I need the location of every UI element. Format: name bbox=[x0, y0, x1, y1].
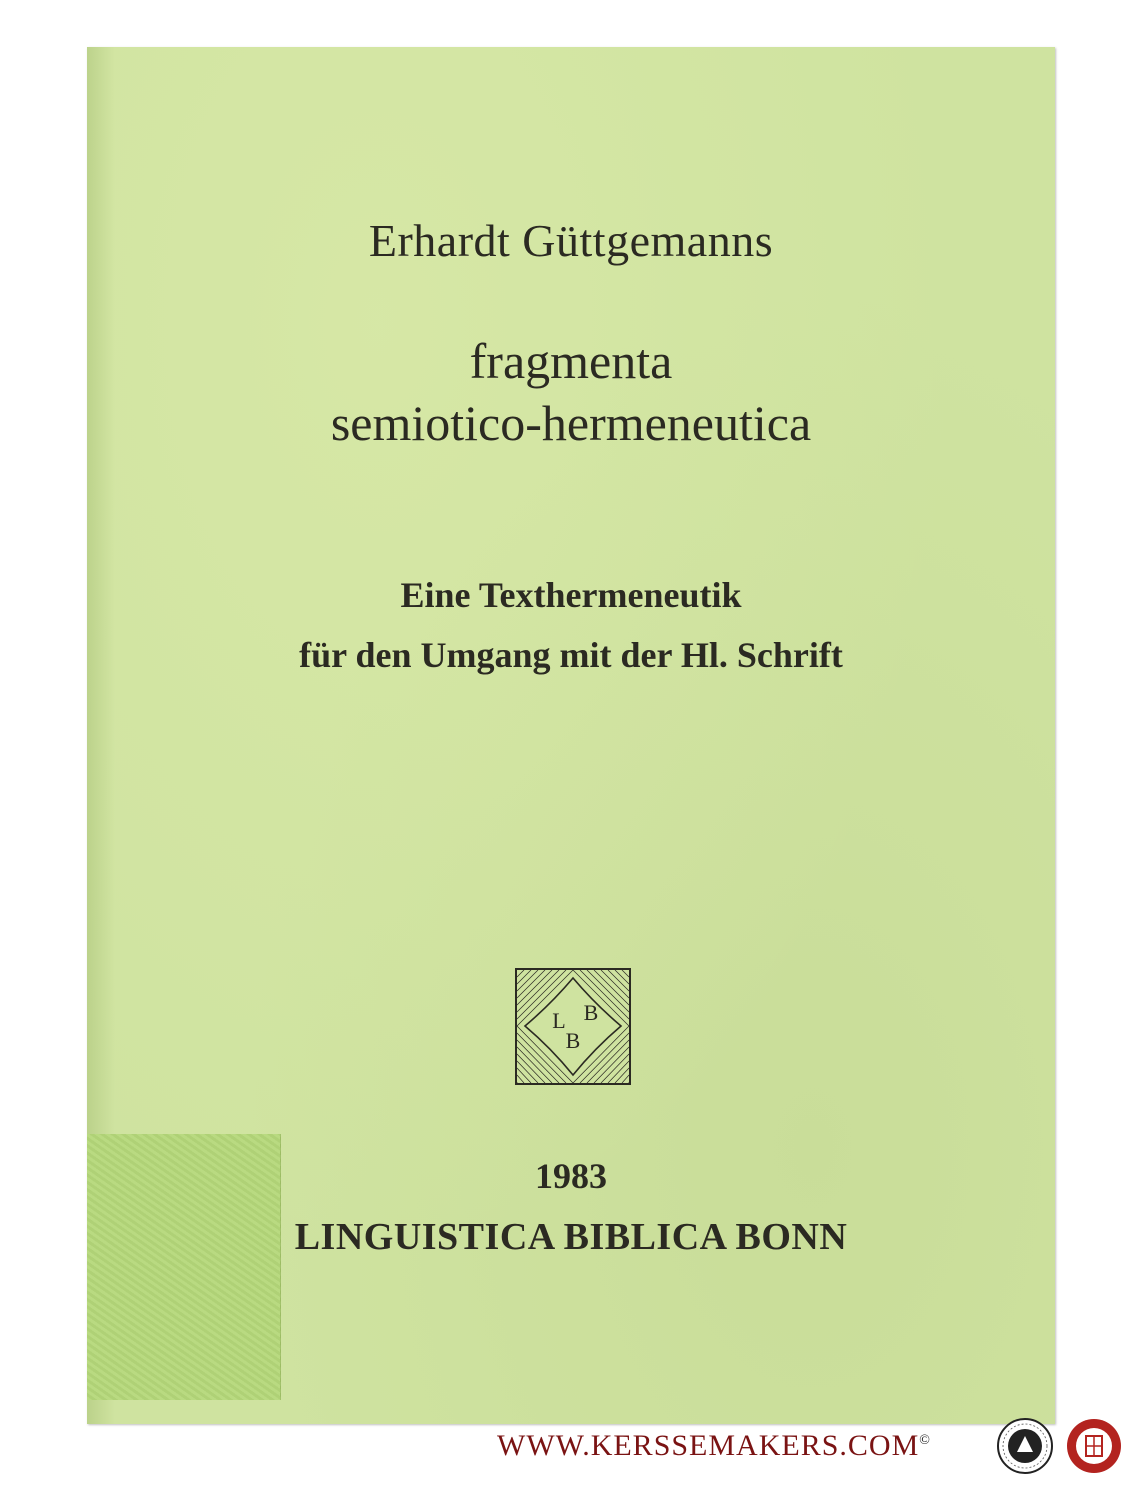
watermark-url-text: WWW.KERSSEMAKERS.COM bbox=[497, 1429, 920, 1462]
title-line-1: fragmenta bbox=[469, 333, 673, 389]
author-name: Erhardt Güttgemanns bbox=[368, 215, 774, 266]
publisher-name: LINGUISTICA BIBLICA BONN bbox=[294, 1216, 848, 1258]
subtitle-line-2: für den Umgang mit der Hl. Schrift bbox=[299, 635, 843, 675]
watermark-url bbox=[497, 1429, 931, 1463]
copyright-mark: © bbox=[919, 1433, 931, 1448]
antiquarian-association-seal-icon bbox=[997, 1418, 1053, 1474]
logo-letter-b-top: B bbox=[583, 1000, 599, 1025]
logo-letter-b-bottom: B bbox=[565, 1028, 581, 1053]
lbb-logo-icon bbox=[515, 968, 631, 1085]
title-line-2: semiotico-hermeneutica bbox=[330, 395, 812, 451]
book-cover bbox=[87, 47, 1055, 1424]
logo-letter-l: L bbox=[552, 1008, 566, 1033]
publication-year: 1983 bbox=[535, 1156, 607, 1196]
ilab-seal-icon bbox=[1066, 1418, 1122, 1474]
subtitle-line-1: Eine Texthermeneutik bbox=[400, 575, 742, 615]
